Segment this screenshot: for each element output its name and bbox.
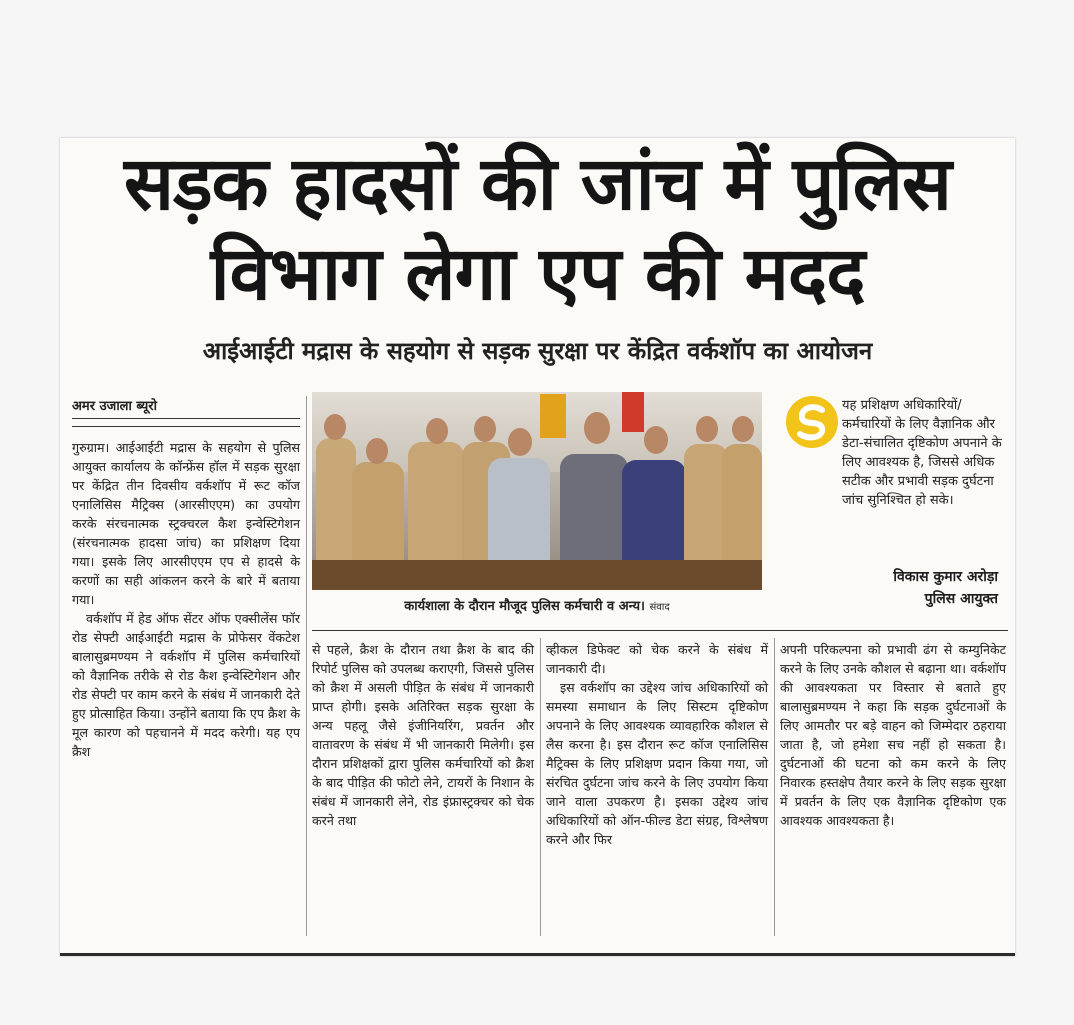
- column-3-paragraph-2: इस वर्कशॉप का उद्देश्य जांच अधिकारियों को समस्या समाधान के लिए सिस्टम दृष्टिकोण अपनाने के लिए आवश्यक व्यावहारिक कौशल से लैस करना है। इस दौरान रूट कॉज एनालिसिस मैट्रिक्स के लिए प्रशिक्षण प्रदान किया गया, जो संरचित दुर्घटना जांच करने के लिए उपयोग किया जाने वाला उपकरण है। इसका उद्देश्य जांच अधिकारियों को ऑन-फील्ड डेटा संग्रह, विश्लेषण करने और फिर: [546, 680, 768, 847]
- column-divider: [540, 638, 541, 936]
- newspaper-clipping: [60, 138, 1015, 956]
- caption-credit: संवाद: [649, 602, 670, 613]
- photo-table: [312, 560, 762, 590]
- photo-person: [352, 462, 404, 572]
- workshop-photo: [312, 392, 762, 590]
- photo-person-head: [426, 418, 448, 444]
- photo-person-head: [474, 416, 496, 442]
- column-1-paragraph-1: गुरुग्राम। आईआईटी मद्रास के सहयोग से पुलिस आयुक्त कार्यालय के कॉन्फ्रेंस हॉल में सड़क सुरक्षा पर केंद्रित तीन दिवसीय वर्कशॉप में रूट कॉज एनालिसिस मैट्रिक्स (आरसीएएम) का उपयोग करके संरचनात्मक स्ट्रक्चरल कैश इन्वेस्टिगेशन (संरचनात्मक हादसा जांच) का प्रशिक्षण दिया गया। इसके लिए आरसीएएम एप से हादसे के करणों का सही आंकलन करने के बारे में बताया गया।: [72, 440, 300, 607]
- article-column-1: [72, 438, 300, 761]
- quote-author-name: विकास कुमार अरोड़ा: [893, 569, 998, 585]
- caption-text: कार्यशाला के दौरान मौजूद पुलिस कर्मचारी व अन्य।: [404, 599, 645, 614]
- byline-rule-2: [72, 426, 300, 427]
- photo-person-head: [732, 416, 754, 442]
- newspaper-logo-icon: [784, 394, 840, 450]
- article-column-3: [546, 640, 768, 849]
- photo-person: [408, 442, 464, 567]
- column-divider: [306, 396, 307, 936]
- photo-flag: [540, 394, 566, 438]
- column-divider: [774, 638, 775, 936]
- subheadline: आईआईटी मद्रास के सहयोग से सड़क सुरक्षा पर केंद्रित वर्कशॉप का आयोजन: [202, 337, 873, 365]
- photo-flag: [622, 392, 644, 432]
- photo-person: [722, 444, 762, 568]
- column-2-paragraph: से पहले, क्रैश के दौरान तथा क्रैश के बाद की रिपोर्ट पुलिस को उपलब्ध कराएगी, जिससे पुलिस को क्रैश में असली पीड़ित के संबंध में जानकारी प्राप्त होगी। इसके अतिरिक्त सड़क सुरक्षा के अन्य पहलू जैसे इंजीनियरिंग, प्रवर्तन और वातावरण के संबंध में भी जानकारी मिलेगी। इस दौरान प्रशिक्षकों द्वारा पुलिस कर्मचारियों को क्रैश के बाद पीड़ित की फोटो लेने, टायरों के निशान के संबंध में जानकारी लेने, रोड इंफ्रास्ट्रक्चर को चेक करने तथा: [312, 642, 534, 828]
- quote-attribution: [760, 566, 998, 610]
- quote-author-title: पुलिस आयुक्त: [924, 591, 998, 607]
- byline: अमर उजाला ब्यूरो: [72, 399, 157, 414]
- photo-person: [316, 438, 356, 568]
- pull-quote: यह प्रशिक्षण अधिकारियों/कर्मचारियों के लिए वैज्ञानिक और डेटा-संचालित दृष्टिकोण अपनाने के लिए आवश्यक है, जिससे अधिक सटीक और प्रभावी सड़क दुर्घटना जांच सुनिश्चित हो सके।: [842, 398, 1002, 508]
- photo-person: [488, 458, 550, 568]
- photo-person-head: [324, 414, 346, 440]
- photo-person-head: [508, 428, 532, 456]
- photo-caption: [312, 596, 762, 614]
- column-4-paragraph: अपनी परिकल्पना को प्रभावी ढंग से कम्युनिकेट करने के लिए उनके कौशल से बढ़ाना था। वर्कशॉप की आवश्यकता पर विस्तार से बताते हुए बालासुब्रमण्यम ने कहा कि सड़क दुर्घटनाओं के लिए आमतौर पर बड़े वाहन को जिम्मेदार ठहराया जाता है, जो हमेशा सच नहीं हो सकता है। दुर्घटनाओं की घटना को कम करने के लिए निवारक हस्तक्षेप तैयार करने के लिए सड़क सुरक्षा में प्रवर्तन के लिए एक वैज्ञानिक दृष्टिकोण एक आवश्यक आवश्यकता है।: [780, 642, 1006, 828]
- photo-person-head: [366, 438, 388, 464]
- photo-person-head: [584, 412, 610, 444]
- byline-rule: [72, 418, 300, 419]
- article-column-4: [780, 640, 1006, 830]
- column-1-paragraph-2: वर्कशॉप में हेड ऑफ सेंटर ऑफ एक्सीलेंस फॉर रोड सेफ्टी आईआईटी मद्रास के प्रोफेसर वेंकटेश बालासुब्रमण्यम ने वर्कशॉप में पुलिस कर्मचारियों को वैज्ञानिक तरीके से रोड कैश इन्वेस्टिगेशन और रोड सेफ्टी पर काम करने के संबंध में जानकारी देते हुए प्रोत्साहित किया। उन्होंने बताया कि एप क्रैश के मूल कारण को पहचानने में मदद करेगी। यह एप क्रैश: [72, 611, 300, 759]
- photo-person-head: [696, 416, 718, 442]
- column-3-paragraph-1: व्हीकल डिफेक्ट को चेक करने के संबंध में जानकारी दी।: [546, 642, 768, 676]
- photo-person: [622, 460, 686, 568]
- section-rule: [312, 630, 1008, 631]
- photo-person-head: [644, 426, 668, 454]
- headline-line-1: सड़क हादसों की जांच में पुलिस: [124, 141, 951, 227]
- headline-line-2: विभाग लेगा एप की मदद: [210, 231, 865, 317]
- article-column-2: [312, 640, 534, 830]
- photo-person: [560, 454, 628, 568]
